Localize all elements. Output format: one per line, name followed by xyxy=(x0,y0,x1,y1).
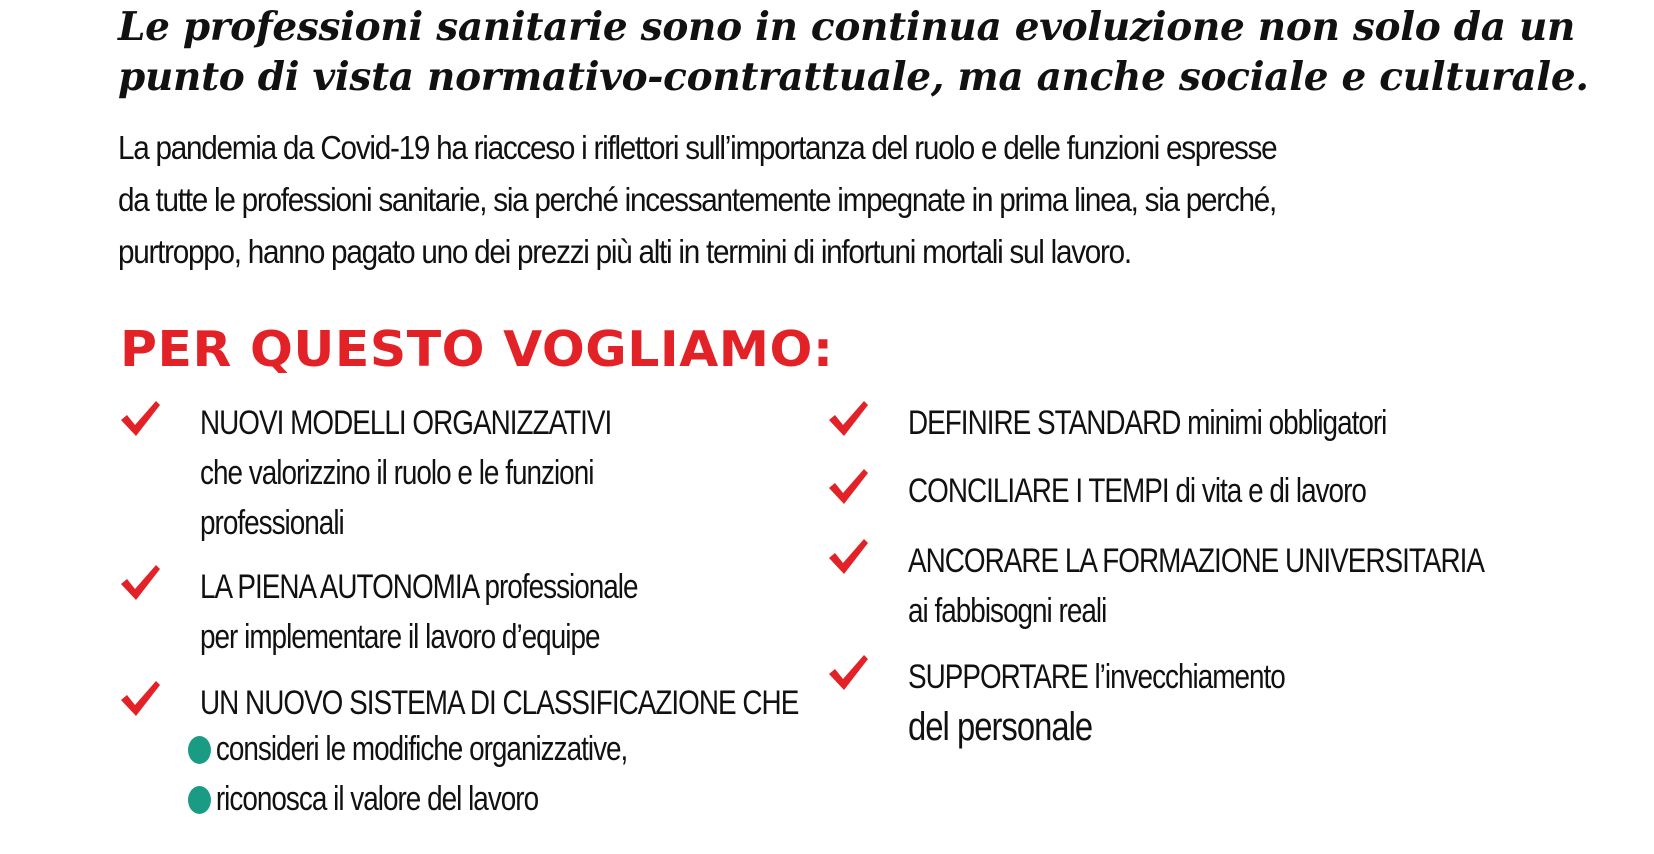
headline-line: punto di vista normativo-contrattuale, ma anche sociale e culturale. xyxy=(118,54,1589,100)
bullet-dot-icon xyxy=(188,786,211,814)
list-item-line: che valorizzino il ruolo e le funzioni xyxy=(200,454,594,492)
list-item-text xyxy=(200,678,798,728)
check-icon xyxy=(826,398,870,442)
list-item-line: UN NUOVO SISTEMA DI CLASSIFICAZIONE CHE xyxy=(200,684,799,722)
check-icon xyxy=(118,562,162,606)
list-item-line: DEFINIRE STANDARD minimi obbligatori xyxy=(908,404,1387,442)
list-item-line: LA PIENA AUTONOMIA professionale xyxy=(200,568,638,606)
list-item-line: per implementare il lavoro d’equipe xyxy=(200,618,600,656)
check-icon xyxy=(826,466,870,510)
list-item-text xyxy=(908,536,1484,636)
list-item-line: ANCORARE LA FORMAZIONE UNIVERSITARIA xyxy=(908,542,1484,580)
list-item-line: SUPPORTARE l’invecchiamento xyxy=(908,658,1285,696)
list-item-text xyxy=(908,652,1285,752)
list-item-text xyxy=(200,562,638,662)
headline xyxy=(118,2,1618,102)
sub-bullet xyxy=(188,774,627,824)
intro-line: da tutte le professioni sanitarie, sia perché incessantemente impegnate in prima linea, sia perché, xyxy=(118,181,1277,218)
check-icon xyxy=(826,652,870,696)
section-title: PER QUESTO VOGLIAMO: xyxy=(120,321,834,378)
list-item-text xyxy=(200,398,611,548)
bullet-dot-icon xyxy=(188,736,211,764)
sub-bullet-list xyxy=(188,724,627,824)
check-icon xyxy=(118,398,162,442)
list-item-text xyxy=(908,398,1386,448)
list-item-text xyxy=(908,466,1366,516)
sub-bullet-text: consideri le modifiche organizzative, xyxy=(215,730,628,768)
list-item-line: del personale xyxy=(908,705,1093,749)
intro-line: purtroppo, hanno pagato uno dei prezzi più alti in termini di infortuni mortali sul lavoro. xyxy=(118,233,1131,270)
sub-bullet-text: riconosca il valore del lavoro xyxy=(215,780,539,818)
list-item-line: NUOVI MODELLI ORGANIZZATIVI xyxy=(200,404,612,442)
intro-line: La pandemia da Covid-19 ha riacceso i riflettori sull’importanza del ruolo e delle funzioni espresse xyxy=(118,129,1277,166)
check-icon xyxy=(118,678,162,722)
list-item-line: CONCILIARE I TEMPI di vita e di lavoro xyxy=(908,472,1366,510)
check-icon xyxy=(826,536,870,580)
intro-paragraph xyxy=(118,122,1414,278)
list-item-line: professionali xyxy=(200,504,344,542)
headline-line: Le professioni sanitarie sono in continua evoluzione non solo da un xyxy=(118,4,1576,50)
list-item-line: ai fabbisogni reali xyxy=(908,592,1107,630)
sub-bullet xyxy=(188,724,627,774)
